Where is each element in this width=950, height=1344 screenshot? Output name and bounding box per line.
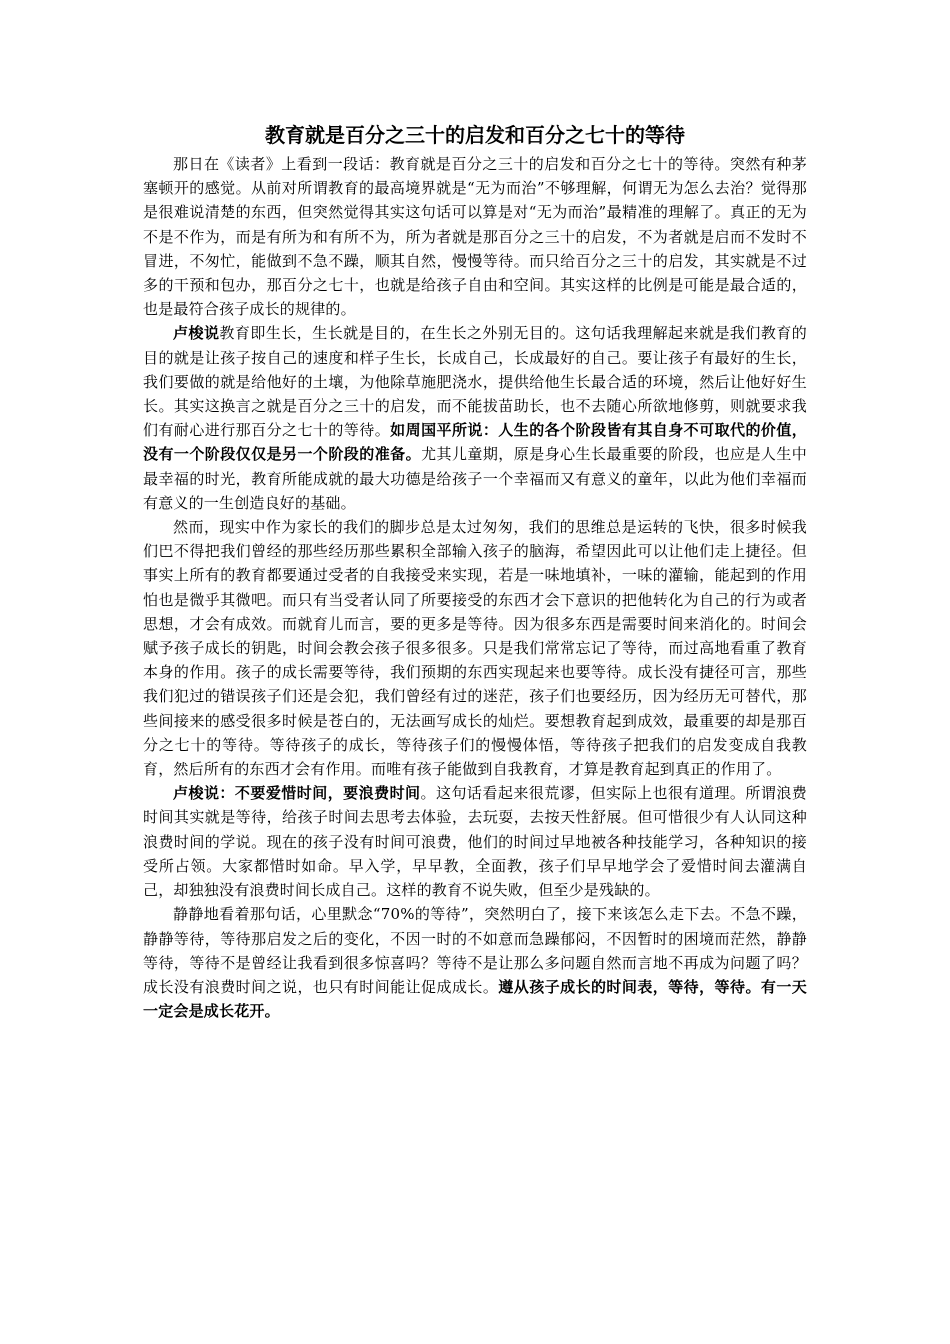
paragraph-5-conclusion: 遵从孩子成长的时间表，等待，等待。有一天一定会是成长花开。 bbox=[143, 977, 807, 1021]
paragraph-1-text: 那日在《读者》上看到一段话：教育就是百分之三十的启发和百分之七十的等待。突然有种茅塞顿开的感觉。从前对所谓教育的最高境界就是“无为而治”不够理解，何谓无为怎么去治？觉得那是很难说清楚的东西，但突然觉得其实这句话可以算是对“无为而治”最精准的理解了。真正的无为不是不作为，而是有所为和有所不为，所为者就是那百分之三十的启发，不为者就是启而不发时不冒进，不匆忙，能做到不急不躁，顺其自然，慢慢等待。而只给百分之三十的启发，其实就是不过多的干预和包办，那百分之七十，也就是给孩子自由和空间。其实这样的比例是可能是最合适的，也是最符合孩子成长的规律的。 bbox=[143, 155, 807, 319]
paragraph-2-quote: 如周国平所说：人生的各个阶段皆有其自身不可取代的价值，没有一个阶段仅仅是另一个阶段的准备。 bbox=[143, 421, 808, 464]
paragraph-2 bbox=[143, 321, 807, 515]
paragraph-5-text: 静静地看着那句话，心里默念“70%的等待”，突然明白了，接下来该怎么走下去。不急不躁，静静等待，等待那启发之后的变化，不因一时的不如意而急躁郁闷，不因暂时的困境而茫然，静静等待，等待不是曾经让我看到很多惊喜吗？等待不是让那么多问题自然而言地不再成为问题了吗？成长没有浪费时间之说，也只有时间能让促成成长。 bbox=[143, 905, 807, 996]
paragraph-4-text: 。这句话看起来很荒谬，但实际上也很有道理。所谓浪费时间其实就是等待，给孩子时间去思考去体验，去玩耍，去按天性舒展。但可惜很少有人认同这种浪费时间的学说。现在的孩子没有时间可浪费，他们的时间过早地被各种技能学习，各种知识的接受所占领。大家都惜时如命。早入学，早早教，全面教，孩子们早早地学会了爱惜时间去灌满自己，却独独没有浪费时间长成自己。这样的教育不说失败，但至少是残缺的。 bbox=[143, 784, 807, 900]
paragraph-2-lead: 卢梭说 bbox=[173, 324, 220, 343]
paragraph-2-tail: 尤其儿童期，原是身心生长最重要的阶段，也应是人生中最幸福的时光，教育所能成就的最大功德是给孩子一个幸福而又有意义的童年，以此为他们幸福而有意义的一生创造良好的基础。 bbox=[143, 445, 807, 512]
document-title: 教育就是百分之三十的启发和百分之七十的等待 bbox=[265, 123, 685, 147]
paragraph-1 bbox=[143, 152, 807, 321]
document-body bbox=[143, 152, 807, 1023]
paragraph-3 bbox=[143, 515, 807, 781]
paragraph-4 bbox=[143, 781, 807, 902]
paragraph-2-text: 教育即生长，生长就是目的，在生长之外别无目的。这句话我理解起来就是我们教育的目的就是让孩子按自己的速度和样子生长，长成自己，长成最好的自己。要让孩子有最好的生长，我们要做的就是给他好的土壤，为他除草施肥浇水，提供给他生长最合适的环境，然后让他好好生长。其实这换言之就是百分之三十的启发，而不能拔苗助长，也不去随心所欲地修剪，则就要求我们有耐心进行那百分之七十的等待。 bbox=[143, 324, 807, 440]
paragraph-4-lead: 卢梭说：不要爱惜时间，要浪费时间 bbox=[173, 784, 421, 803]
paragraph-3-text: 然而，现实中作为家长的我们的脚步总是太过匆匆，我们的思维总是运转的飞快，很多时候我们巴不得把我们曾经的那些经历那些累积全部输入孩子的脑海，希望因此可以让他们走上捷径。但事实上所有的教育都要通过受者的自我接受来实现，若是一味地填补，一味的灌输，能起到的作用怕也是微乎其微吧。而只有当受者认同了所要接受的东西才会下意识的把他转化为自己的行为或者思想，才会有成效。而就育儿而言，要的更多是等待。因为很多东西是需要时间来消化的。时间会赋予孩子成长的钥匙，时间会教会孩子很多很多。只是我们常常忘记了等待，而过高地看重了教育本身的作用。孩子的成长需要等待，我们预期的东西实现起来也要等待。成长没有捷径可言，那些我们犯过的错误孩子们还是会犯，我们曾经有过的迷茫，孩子们也要经历，因为经历无可替代，那些间接来的感受很多时候是苍白的，无法画写成长的灿烂。要想教育起到成效，最重要的却是那百分之七十的等待。等待孩子的成长，等待孩子们的慢慢体悟，等待孩子把我们的启发变成自我教育，然后所有的东西才会有作用。而唯有孩子能做到自我教育，才算是教育起到真正的作用了。 bbox=[143, 518, 807, 779]
paragraph-5 bbox=[143, 902, 807, 1023]
